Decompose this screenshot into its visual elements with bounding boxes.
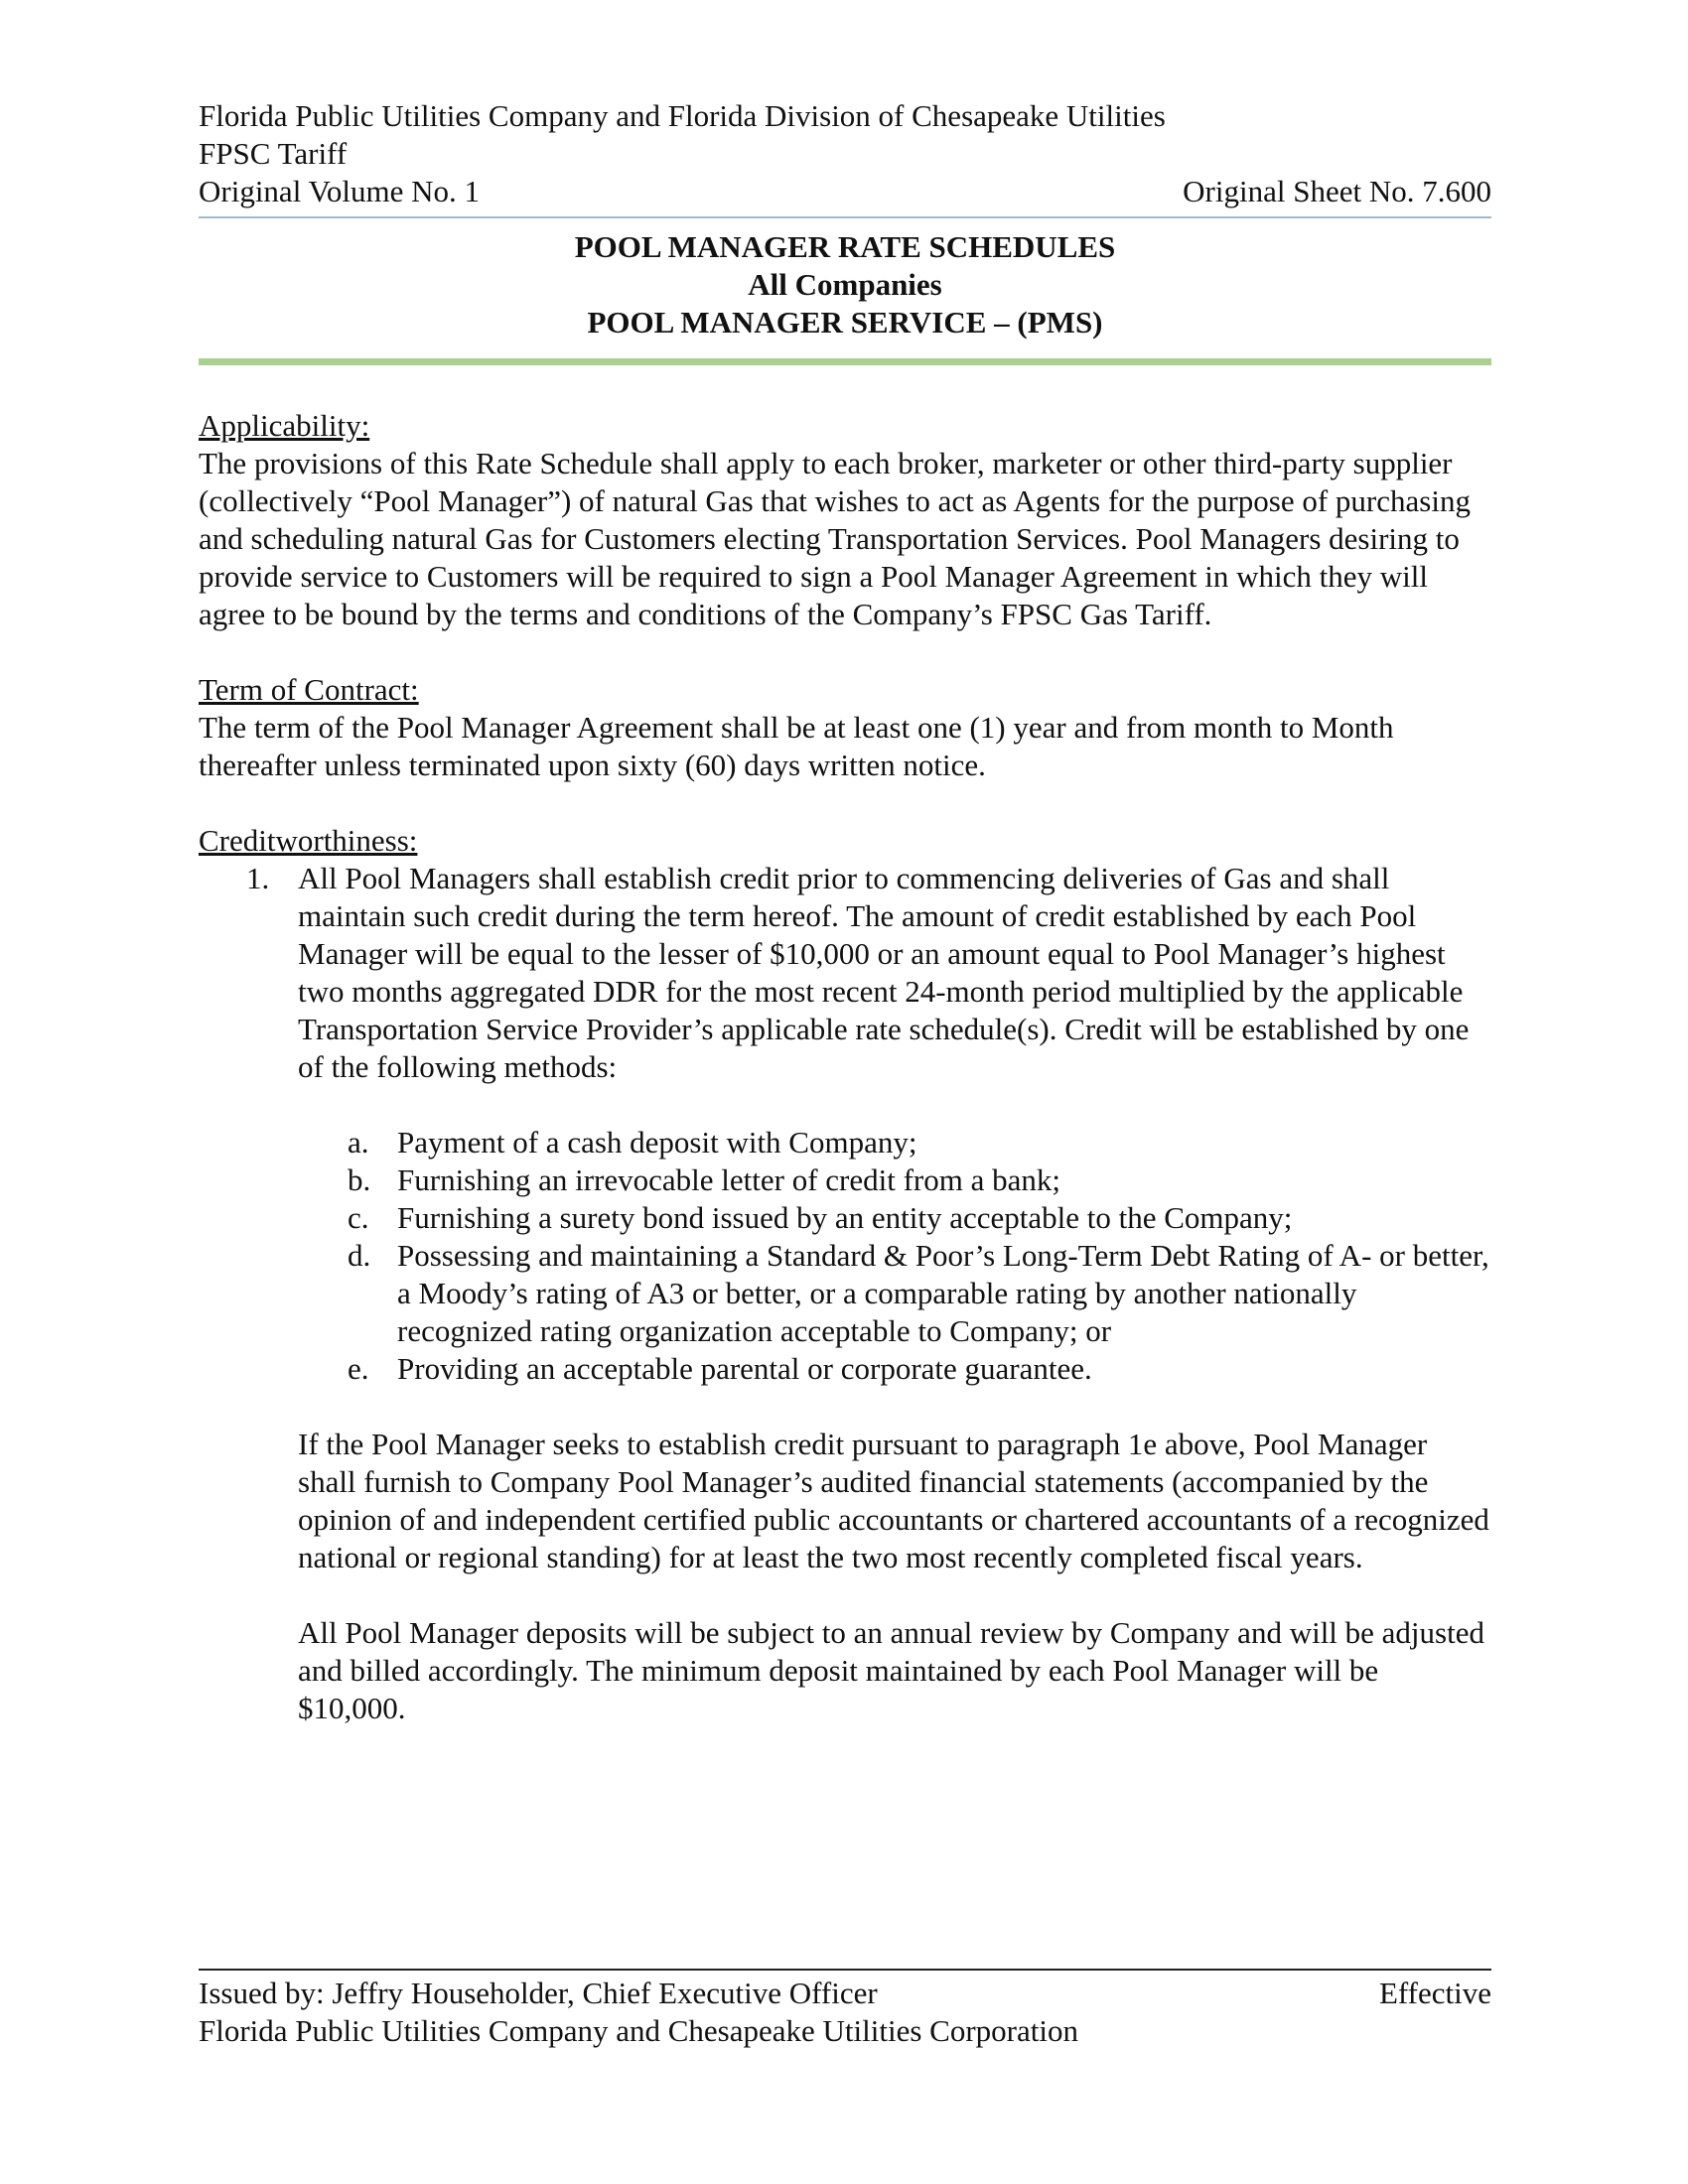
list-item-text: Furnishing an irrevocable letter of credit from a bank; <box>397 1162 1060 1197</box>
list-item-text: Payment of a cash deposit with Company; <box>397 1125 917 1160</box>
list-marker: a. <box>348 1125 369 1160</box>
header-volume-row <box>199 173 1491 210</box>
applicability-text: The provisions of this Rate Schedule shall apply to each broker, marketer or other third-party supplier (collectively “Pool Manager”) of natural Gas that wishes to act as Agents for the purpose of purchasing and scheduling natural Gas for Customers electing Transportation Services. Pool Managers desiring to provide service to Customers will be required to sign a Pool Manager Agreement in which they will agree to be bound by the terms and conditions of the Company’s FPSC Gas Tariff. <box>199 446 1471 631</box>
list-marker: 1. <box>246 861 270 895</box>
list-item <box>348 1350 1491 1388</box>
page-footer <box>199 1975 1491 2050</box>
header-company-line: Florida Public Utilities Company and Florida Division of Chesapeake Utilities <box>199 98 1166 133</box>
header-tariff-line: FPSC Tariff <box>199 136 348 171</box>
header-sheet-number: Original Sheet No. 7.600 <box>1183 174 1491 208</box>
list-item-text: Possessing and maintaining a Standard & Poor’s Long-Term Debt Rating of A- or better, a Moody’s rating of A3 or better, or a comparable rating by another nationally recognized rating organization acceptable to Company; or <box>397 1238 1489 1348</box>
deposits-paragraph: All Pool Manager deposits will be subject to an annual review by Company and will be adjusted and billed accordingly. The minimum deposit maintained by each Pool Manager will be $10,000. <box>298 1615 1484 1725</box>
footer-company: Florida Public Utilities Company and Chesapeake Utilities Corporation <box>199 2013 1078 2048</box>
term-text: The term of the Pool Manager Agreement shall be at least one (1) year and from month to Month thereafter unless terminated upon sixty (60) days written notice. <box>199 710 1394 782</box>
title-all-companies: All Companies <box>748 267 942 302</box>
list-marker: d. <box>348 1238 371 1273</box>
header-divider <box>199 216 1491 218</box>
footer-issued-by: Issued by: Jeffry Householder, Chief Executive Officer <box>199 1976 878 2010</box>
list-marker: e. <box>348 1351 369 1386</box>
list-item <box>348 1161 1491 1199</box>
applicability-heading: Applicability: <box>199 408 370 443</box>
footer-divider <box>199 1969 1491 1971</box>
guarantee-paragraph: If the Pool Manager seeks to establish credit pursuant to paragraph 1e above, Pool Manager shall furnish to Company Pool Manager’s audited financial statements (accompanied by the opinion of and independent certified public accountants or chartered accountants of a recognized national or regional standing) for at least the two most recently completed fiscal years. <box>298 1427 1489 1574</box>
title-divider <box>199 358 1491 365</box>
list-item-text: Furnishing a surety bond issued by an entity acceptable to the Company; <box>397 1200 1293 1235</box>
page-header <box>199 97 1491 210</box>
footer-effective: Effective <box>1378 1976 1491 2010</box>
list-marker: b. <box>348 1162 371 1197</box>
creditworthiness-heading: Creditworthiness: <box>199 823 418 858</box>
credit-item-1 <box>199 860 1491 1086</box>
list-item <box>348 1237 1491 1350</box>
document-body <box>199 407 1491 1727</box>
list-marker: c. <box>348 1200 369 1235</box>
title-block <box>199 228 1491 341</box>
title-service-name: POOL MANAGER SERVICE – (PMS) <box>587 305 1103 340</box>
list-item <box>348 1124 1491 1161</box>
credit-methods-list <box>348 1124 1491 1388</box>
footer-issued-row <box>199 1975 1491 2012</box>
title-rate-schedules: POOL MANAGER RATE SCHEDULES <box>574 229 1116 264</box>
credit-item-1-text: All Pool Managers shall establish credit prior to commencing deliveries of Gas and shall maintain such credit during the term hereof. The amount of credit established by each Pool Manager will be equal to the lesser of $10,000 or an amount equal to Pool Manager’s highest two months aggregated DDR for the most recent 24-month period multiplied by the applicable Transportation Service Provider’s applicable rate schedule(s). Credit will be established by one of the following methods: <box>298 861 1470 1084</box>
term-heading: Term of Contract: <box>199 672 419 707</box>
header-volume: Original Volume No. 1 <box>199 174 481 208</box>
list-item <box>348 1199 1491 1237</box>
list-item-text: Providing an acceptable parental or corporate guarantee. <box>397 1351 1092 1386</box>
